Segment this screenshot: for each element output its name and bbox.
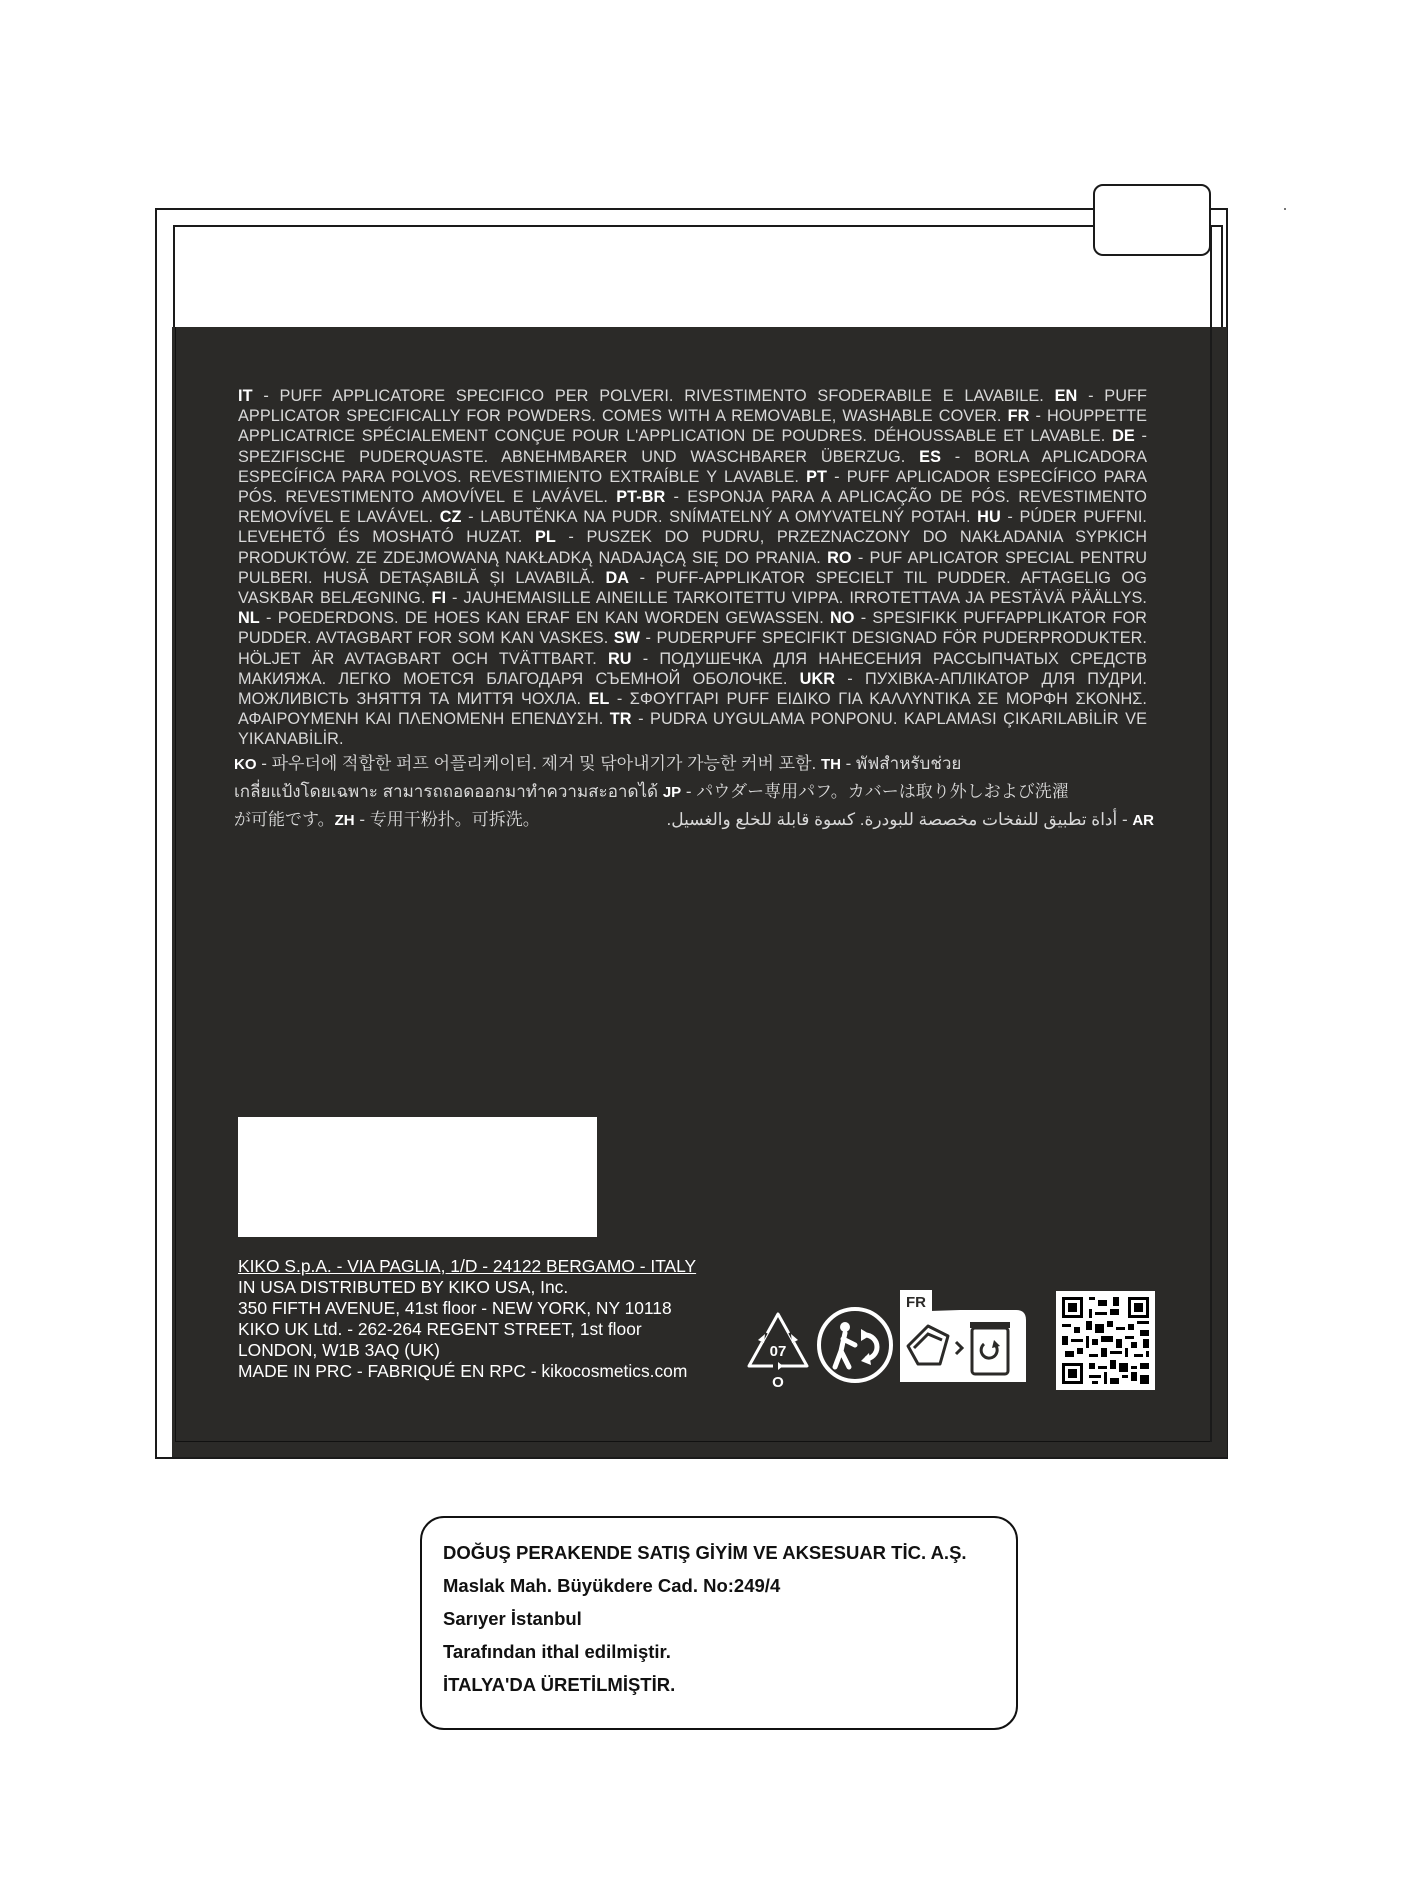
- asian-line-1: [234, 750, 1154, 778]
- importer-line-5: İTALYA'DA ÜRETİLMİŞTİR.: [443, 1674, 676, 1695]
- triman-icon: [815, 1305, 895, 1385]
- lang-code-zh: ZH: [334, 812, 355, 829]
- asian-line-3: [234, 806, 1154, 834]
- registration-dot: [1284, 208, 1286, 210]
- lang-code-jp: JP: [662, 784, 682, 801]
- lang-code-ko: KO: [234, 756, 257, 773]
- lang-code-tr: TR: [609, 710, 632, 729]
- lang-code-hu: HU: [977, 508, 1001, 527]
- lang-code-pt-br: PT-BR: [616, 488, 666, 507]
- recycle-code: 07: [769, 1343, 787, 1360]
- text-th: - พัฟสำหรับช่วย: [840, 754, 962, 773]
- lang-text-de: - SPEZIFISCHE PUDERQUASTE. ABNEHMBARER UND WASCHBARER ÜBERZUG.: [238, 427, 1147, 466]
- address-line-5: LONDON, W1B 3AQ (UK): [238, 1340, 440, 1360]
- lang-text-ukr: - ПУХІВКА-АПЛІКАТОР ДЛЯ ПУДРИ. МОЖЛИВІСТЬ ЗНЯТТЯ ТА МИТТЯ ЧОХЛА.: [238, 669, 1147, 709]
- asian-languages-description: [234, 750, 1154, 834]
- lang-code-no: NO: [830, 609, 855, 628]
- lang-code-sw: SW: [613, 629, 641, 648]
- lang-text-es: - BORLA APLICADORA ESPECÍFICA PARA POLVOS. REVESTIMIENTO EXTRAÍBLE Y LAVABLE.: [238, 447, 1148, 486]
- lang-code-es: ES: [919, 447, 941, 466]
- lang-code-ru: RU: [607, 649, 632, 668]
- arabic-group: AR - أداة تطبيق للنفخات مخصصة للبودرة. كسوة قابلة للخلع والغسيل.: [666, 810, 1154, 829]
- text-jp-cont: が可能です。: [234, 810, 335, 829]
- lang-text-hu: - PÚDER PUFFNI. LEVEHETŐ ÉS MOSHATÓ HUZAT.: [238, 508, 1147, 547]
- lang-text-el: - ΣΦΟΥΓΓΑΡΙ PUFF ΕΙΔΙΚΟ ΓΙΑ ΚΑΛΛΥΝΤΙΚΑ ΣΕ ΜΟΡΦΗ ΣΚΟΝΗΣ. ΑΦΑΙΡΟΥΜΕΝΗ ΚΑΙ ΠΛΕΝΟΜΕΝΗ ΕΠΕΝΔΥΣΗ.: [238, 690, 1147, 729]
- hang-tab: [1093, 184, 1211, 256]
- text-jp: - パウダー専用パフ。カバーは取り外しおよび洗濯: [681, 782, 1069, 801]
- address-line-2: IN USA DISTRIBUTED BY KIKO USA, Inc.: [238, 1277, 569, 1297]
- lang-code-ar: AR: [1132, 812, 1154, 829]
- lang-text-pt: - PUFF APLICADOR ESPECÍFICO PARA PÓS. REVESTIMENTO AMOVÍVEL E LAVÁVEL.: [238, 467, 1147, 507]
- importer-line-1: DOĞUŞ PERAKENDE SATIŞ GİYİM VE AKSESUAR TİC. A.Ş.: [443, 1542, 967, 1563]
- text-th-cont: เกลี่ยแป้งโดยเฉพาะ สามารถถอดออกมาทำความสะอาดได้: [234, 782, 663, 801]
- lang-code-en: EN: [1054, 387, 1078, 405]
- recycle-triangle-icon: [745, 1310, 811, 1390]
- manufacturer-address: [238, 1256, 696, 1382]
- barcode-area: [238, 1117, 597, 1237]
- lang-text-pt-br: - ESPONJA PARA A APLICAÇÃO DE PÓS. REVESTIMENTO REMOVÍVEL E LAVÁVEL.: [238, 488, 1147, 527]
- recycle-letter: O: [772, 1374, 784, 1390]
- lang-text-no: - SPESIFIKK PUFFAPPLIKATOR FOR PUDDER. AVTAGBART FOR SOM KAN VASKES.: [238, 609, 1147, 648]
- lang-code-pl: PL: [534, 528, 556, 547]
- lang-text-cz: - LABUTĚNKA NA PUDR. SNÍMATELNÝ A OMYVATELNÝ POTAH.: [461, 508, 978, 527]
- text-ko: - 파우더에 적합한 퍼프 어플리케이터. 제거 및 닦아내기가 가능한 커버 포함.: [256, 754, 821, 773]
- lang-text-da: - PUFF-APPLIKATOR SPECIELT TIL PUDDER. AFTAGELIG OG VASKBAR BELÆGNING.: [238, 568, 1147, 608]
- lang-code-it: IT: [238, 387, 253, 405]
- qr-code-icon: [1056, 1291, 1155, 1390]
- asian-line-2: [234, 778, 1154, 806]
- lang-code-fi: FI: [431, 589, 447, 608]
- lang-text-fr: - HOUPPETTE APPLICATRICE SPÉCIALEMENT CONÇUE POUR L'APPLICATION DE POUDRES. DÉHOUSSABLE ET LAVABLE.: [238, 407, 1148, 446]
- lang-text-en: - PUFF APPLICATOR SPECIFICALLY FOR POWDERS. COMES WITH A REMOVABLE, WASHABLE COVER.: [238, 387, 1148, 426]
- lang-code-nl: NL: [238, 609, 260, 628]
- address-line-6: MADE IN PRC - FABRIQUÉ EN RPC - kikocosmetics.com: [238, 1361, 688, 1381]
- multilingual-description: [238, 386, 1147, 750]
- lang-code-ukr: UKR: [799, 669, 836, 688]
- lang-text-sw: - PUDERPUFF SPECIFIKT DESIGNAD FÖR PUDERPRODUKTER. HÖLJET ÄR AVTAGBART OCH TVÄTTBART.: [238, 629, 1147, 668]
- importer-text: [443, 1536, 967, 1701]
- lang-code-pt: PT: [806, 467, 827, 486]
- address-line-1: KIKO S.p.A. - VIA PAGLIA, 1/D - 24122 BERGAMO - ITALY: [238, 1256, 697, 1276]
- address-line-3: 350 FIFTH AVENUE, 41st floor - NEW YORK, NY 10118: [238, 1298, 672, 1318]
- lang-text-ru: - ПОДУШЕЧКА ДЛЯ НАНЕСЕНИЯ РАССЫПЧАТЫХ СРЕДСТВ МАКИЯЖА. ЛЕГКО МОЕТСЯ БЛАГОДАРЯ СЪЕМНОЙ ОБОЛОЧКЕ.: [238, 649, 1147, 688]
- lang-text-ro: - PUF APLICATOR SPECIAL PENTRU PULBERI. HUSĂ DETAȘABILĂ ȘI LAVABILĂ.: [238, 548, 1148, 587]
- lang-text-tr: - PUDRA UYGULAMA PONPONU. KAPLAMASI ÇIKARILABİLİR VE YIKANABİLİR.: [238, 710, 1147, 749]
- lang-text-pl: - PUSZEK DO PUDRU, PRZEZNACZONY DO NAKŁADANIA SYPKICH PRODUKTÓW. ZE ZDEJMOWANĄ NAKŁADKĄ NADAJĄCĄ SIĘ DO PRANIA.: [238, 528, 1148, 567]
- triman-label: FR: [906, 1294, 926, 1311]
- panel-right-rule: [1210, 225, 1212, 1442]
- address-line-4: KIKO UK Ltd. - 262-264 REGENT STREET, 1st floor: [238, 1319, 642, 1339]
- lang-text-it: - PUFF APPLICATORE SPECIFICO PER POLVERI. RIVESTIMENTO SFODERABILE E LAVABILE.: [252, 387, 1055, 405]
- text-ar: أداة تطبيق للنفخات مخصصة للبودرة. كسوة قابلة للخلع والغسيل.: [666, 810, 1118, 829]
- lang-code-th: TH: [820, 756, 841, 773]
- lang-code-da: DA: [605, 568, 630, 587]
- lang-text-fi: - JAUHEMAISILLE AINEILLE TARKOITETTU VIPPA. IRROTETTAVA JA PESTÄVÄ PÄÄLLYS.: [446, 589, 1147, 608]
- importer-line-2: Maslak Mah. Büyükdere Cad. No:249/4: [443, 1575, 781, 1596]
- lang-code-de: DE: [1112, 427, 1135, 446]
- lang-text-nl: - POEDERDONS. DE HOES KAN ERAF EN KAN WORDEN GEWASSEN.: [259, 609, 830, 628]
- sorting-info-icon: [898, 1288, 1028, 1384]
- lang-code-el: EL: [588, 690, 610, 709]
- lang-code-fr: FR: [1007, 407, 1030, 426]
- lang-code-ro: RO: [827, 548, 852, 567]
- description-paragraph: [238, 386, 1147, 750]
- importer-line-3: Sarıyer İstanbul: [443, 1608, 582, 1629]
- importer-line-4: Tarafından ithal edilmiştir.: [443, 1641, 671, 1662]
- text-zh: - 专用干粉扑。可拆洗。: [354, 810, 540, 829]
- lang-code-cz: CZ: [439, 508, 462, 527]
